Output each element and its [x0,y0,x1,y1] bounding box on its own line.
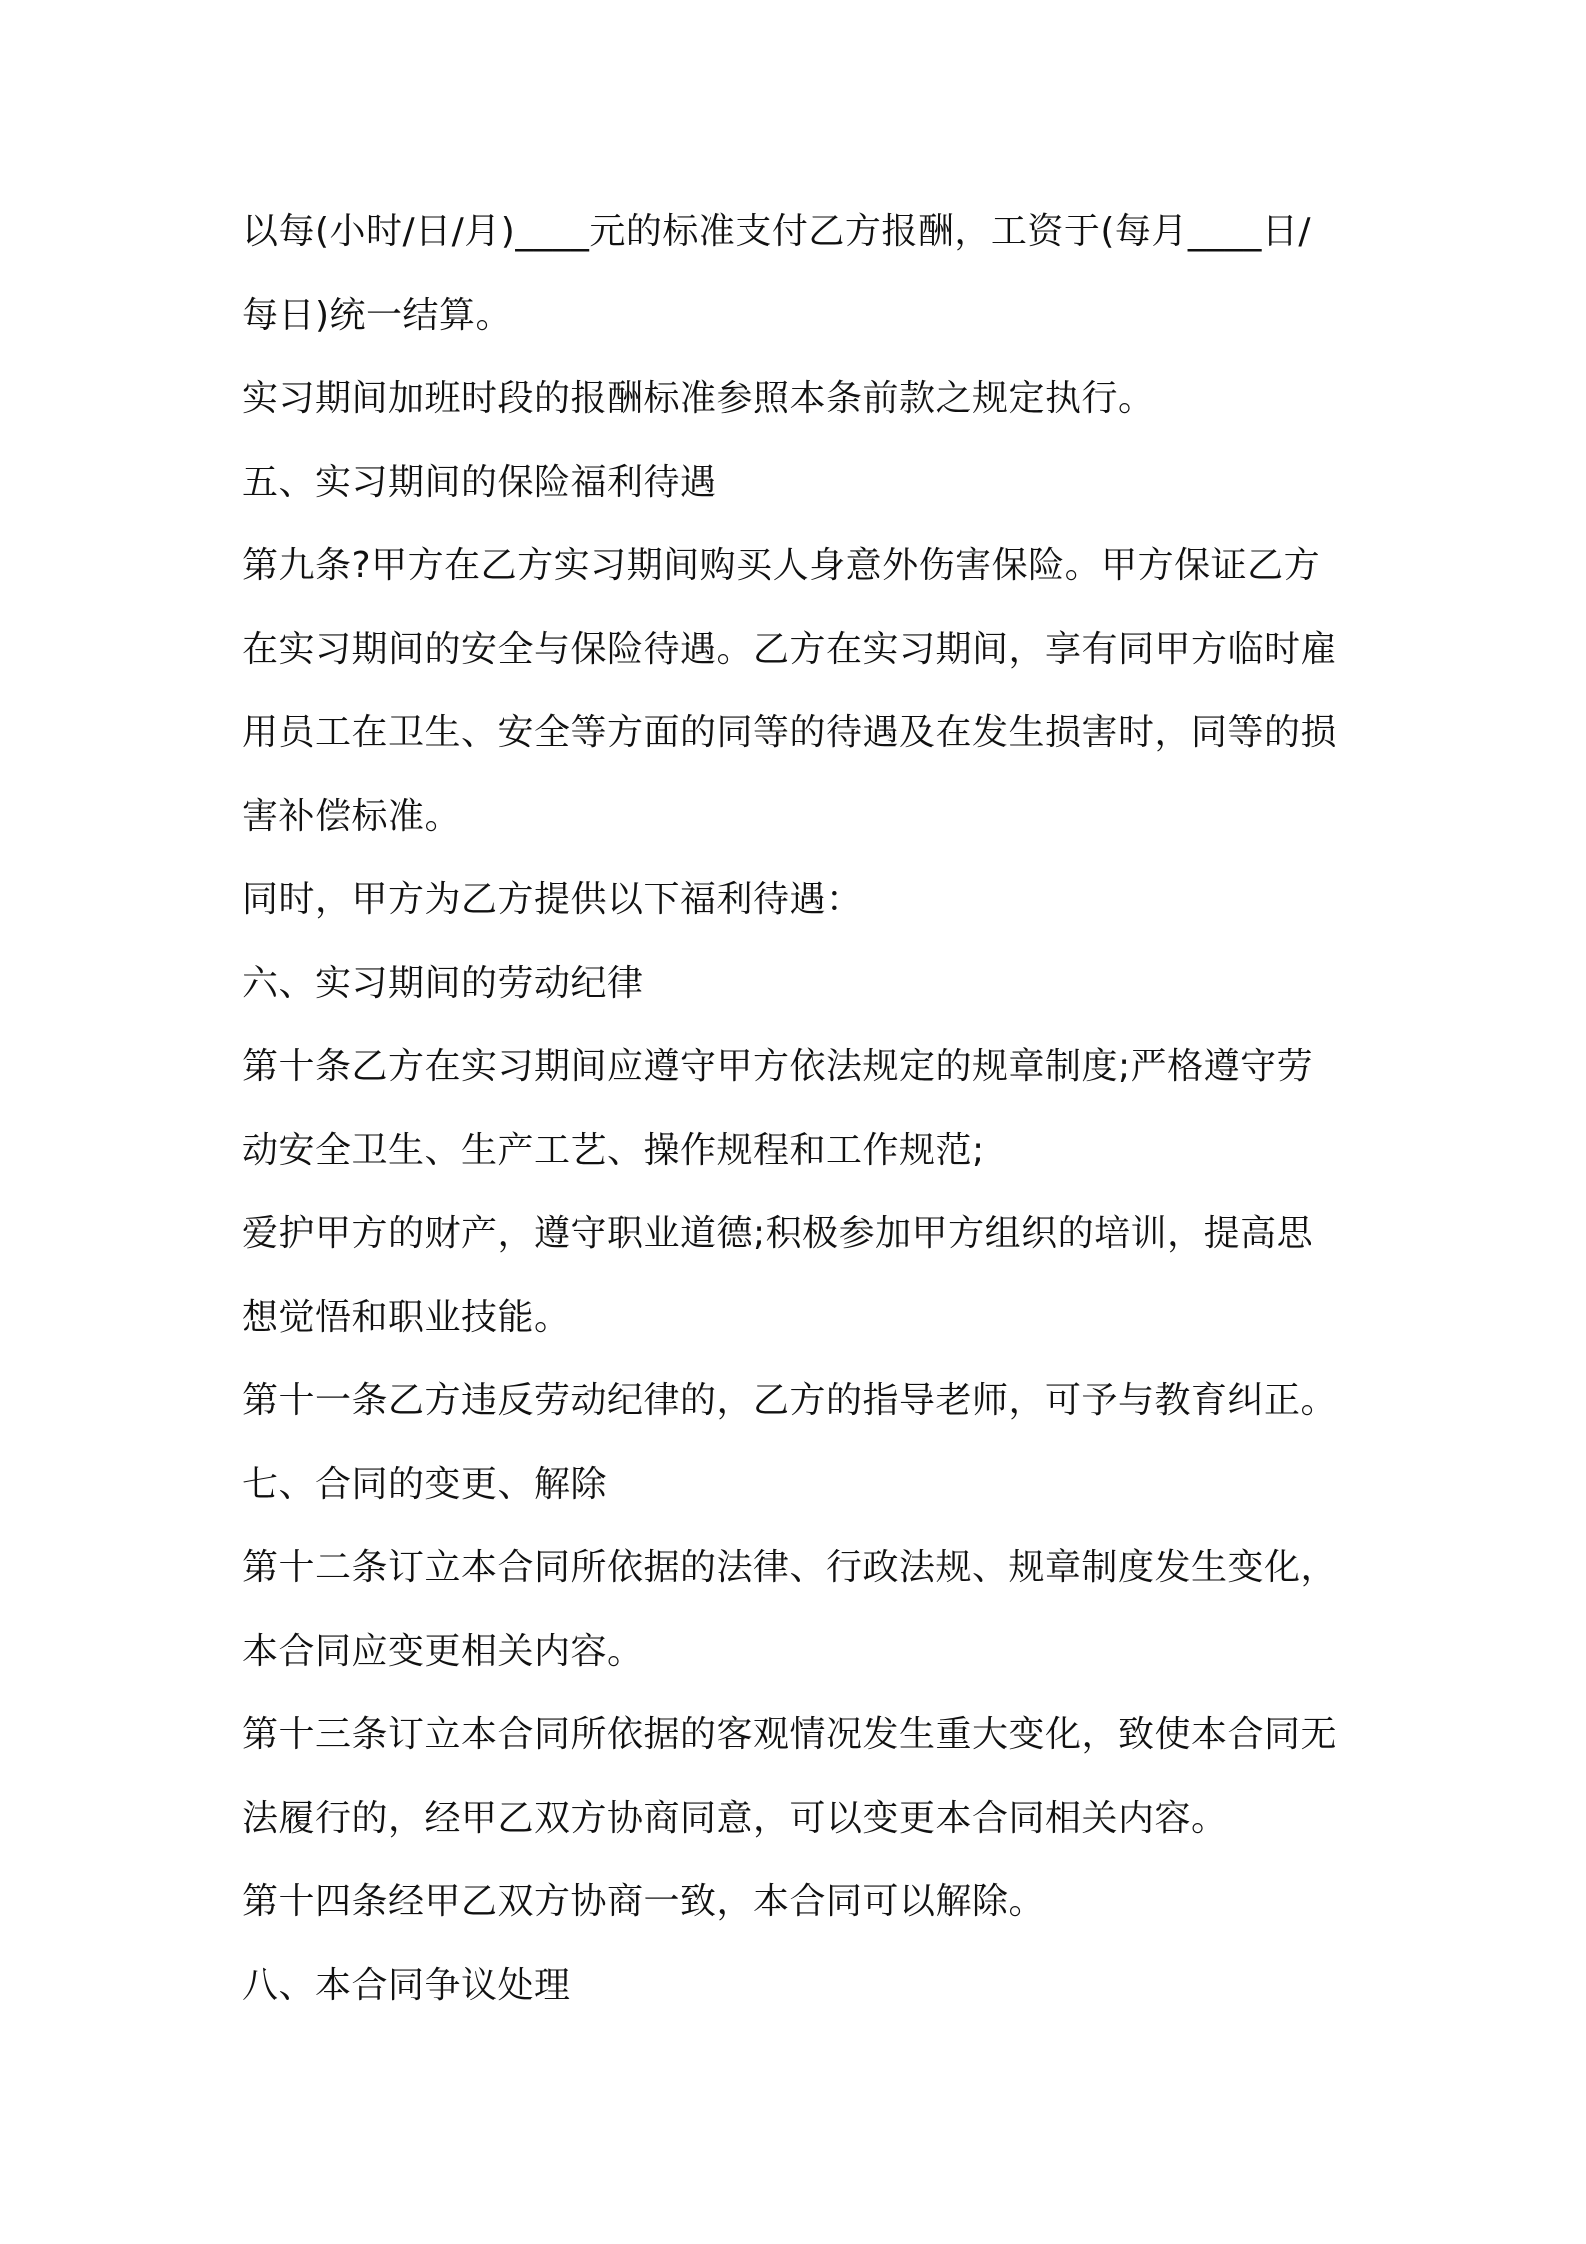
document-body [242,190,1352,2027]
text-line: 每日)统一结算。 [242,294,513,336]
text-line: 法履行的，经甲乙双方协商同意，可以变更本合同相关内容。 [242,1797,1228,1839]
text-line: 想觉悟和职业技能。 [242,1296,571,1338]
text-line: 害补偿标准。 [242,795,462,837]
text-line: 动安全卫生、生产工艺、操作规程和工作规范; [242,1129,985,1171]
text-line: 第十条乙方在实习期间应遵守甲方依法规定的规章制度;严格遵守劳 [242,1046,1314,1087]
text-line: 用员工在卫生、安全等方面的同等的待遇及在发生损害时，同等的损 [242,712,1338,753]
text-line: 以每(小时/日/月)____元的标准支付乙方报酬，工资于(每月____日/ [242,211,1312,252]
text-line: 第十一条乙方违反劳动纪律的，乙方的指导老师，可予与教育纠正。 [242,1380,1338,1421]
text-line: 第九条?甲方在乙方实习期间购买人身意外伤害保险。甲方保证乙方 [242,545,1321,586]
text-line: 第十二条订立本合同所依据的法律、行政法规、规章制度发生变化， [242,1547,1338,1588]
text-line: 爱护甲方的财产，遵守职业道德;积极参加甲方组织的培训，提高思 [242,1213,1314,1254]
text-line: 第十三条订立本合同所依据的客观情况发生重大变化，致使本合同无 [242,1714,1338,1755]
section-heading: 七、合同的变更、解除 [242,1463,608,1505]
text-line: 同时，甲方为乙方提供以下福利待遇： [242,879,863,920]
text-line: 本合同应变更相关内容。 [242,1630,644,1672]
text-line: 第十四条经甲乙双方协商一致，本合同可以解除。 [242,1881,1046,1922]
text-line: 实习期间加班时段的报酬标准参照本条前款之规定执行。 [242,378,1155,419]
section-heading: 五、实习期间的保险福利待遇 [242,461,717,503]
section-heading: 八、本合同争议处理 [242,1964,571,2006]
text-line: 在实习期间的安全与保险待遇。乙方在实习期间，享有同甲方临时雇 [242,628,1338,670]
section-heading: 六、实习期间的劳动纪律 [242,962,644,1004]
